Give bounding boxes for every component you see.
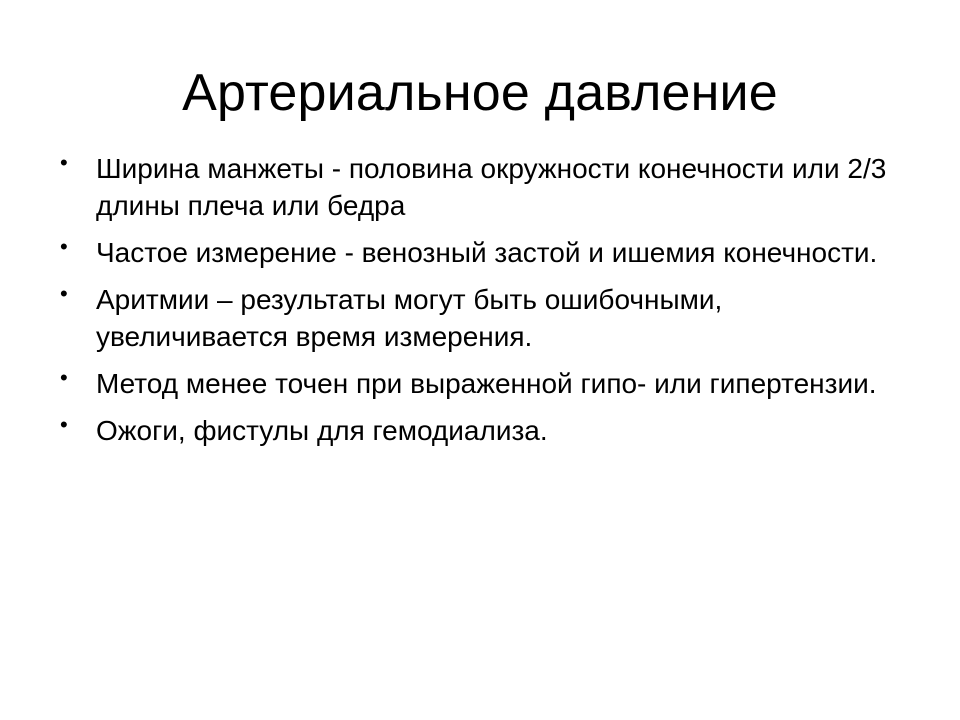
bullet-item-2 (60, 234, 910, 271)
slide-title: Артериальное давление (182, 64, 778, 122)
bullet-item-1 (60, 150, 910, 224)
bullet-icon: • (60, 365, 68, 390)
bullet-text: Аритмии – результаты могут быть ошибочными, увеличивается время измерения. (96, 284, 723, 352)
bullet-text: Ожоги, фистулы для гемодиализа. (96, 415, 548, 446)
bullet-icon: • (60, 234, 68, 259)
bullet-icon: • (60, 150, 68, 175)
bullet-text: Частое измерение - венозный застой и ишемия конечности. (96, 237, 878, 268)
bullet-item-5 (60, 412, 910, 449)
bullet-item-3 (60, 281, 910, 355)
bullet-icon: • (60, 412, 68, 437)
bullet-list (60, 150, 910, 459)
bullet-item-4 (60, 365, 910, 402)
bullet-text: Метод менее точен при выраженной гипо- или гипертензии. (96, 368, 877, 399)
bullet-text: Ширина манжеты - половина окружности конечности или 2/3 длины плеча или бедра (96, 153, 887, 221)
bullet-icon: • (60, 281, 68, 306)
